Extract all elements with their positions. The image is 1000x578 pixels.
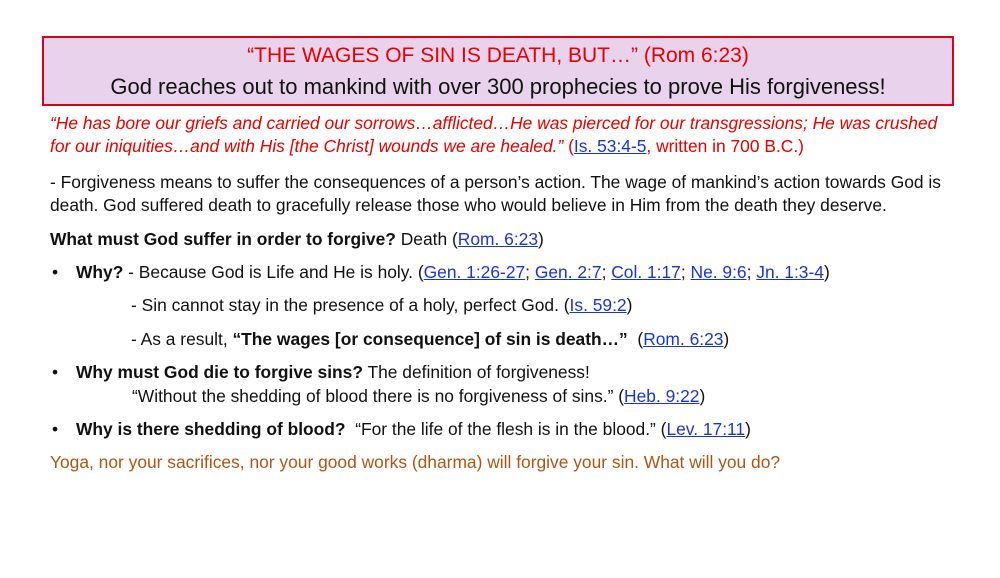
sep: ; [746, 262, 757, 283]
why-die-text: The definition of forgiveness! [362, 362, 590, 383]
sub2-bold: “The wages [or consequence] of sin is death…” [232, 328, 628, 349]
link-rom-6-23-b[interactable]: Rom. 6:23 [643, 328, 724, 349]
why-text: - Because God is Life and He is holy. ( [123, 262, 424, 283]
link-rom-6-23-a[interactable]: Rom. 6:23 [457, 228, 538, 249]
bullet-dot: • [52, 262, 59, 283]
sub-item-sin-presence [50, 294, 955, 317]
why-bold: Why? [76, 262, 124, 283]
sub1-close: ) [626, 295, 633, 316]
link-is-53-4-5[interactable]: Is. 53:4-5 [573, 136, 647, 157]
why-blood-bold: Why is there shedding of blood? [76, 419, 346, 440]
bullet-dot: • [52, 419, 59, 440]
bullet-why-die [50, 361, 955, 408]
link-gen-2-7[interactable]: Gen. 2:7 [534, 262, 602, 283]
question-close: ) [538, 228, 544, 249]
link-col-1-17[interactable]: Col. 1:17 [611, 262, 681, 283]
why-die-close: ) [699, 385, 706, 406]
question-bold: What must God suffer in order to forgive? [50, 228, 396, 249]
why-die-bold: Why must God die to forgive sins? [76, 362, 363, 383]
sep: ; [680, 262, 691, 283]
sep: ; [525, 262, 535, 283]
link-ne-9-6[interactable]: Ne. 9:6 [690, 262, 747, 283]
why-close: ) [823, 262, 830, 283]
title-line-1: “THE WAGES OF SIN IS DEATH, BUT…” (Rom 6:23) [247, 44, 749, 67]
bullet-dot: • [52, 362, 59, 383]
quote-text: “He has bore our griefs and carried our sorrows…afflicted…He was pierced for our transgressions; He was crushed for our iniquities…and with His [the Christ] wounds we are healed.” [50, 113, 938, 157]
link-lev-17-11[interactable]: Lev. 17:11 [666, 419, 746, 440]
sub2-gap: ( [627, 328, 644, 349]
quote-ref-open: ( [563, 136, 574, 157]
sub2-close: ) [723, 328, 730, 349]
why-blood-close: ) [745, 419, 751, 440]
quote-ref-tail: , written in 700 B.C.) [646, 136, 804, 157]
bullet-why [50, 261, 955, 284]
why-die-quote: “Without the shedding of blood there is no forgiveness of sins.” ( [132, 385, 625, 406]
title-line-2: God reaches out to mankind with over 300 prophecies to prove His forgiveness! [110, 74, 886, 99]
link-jn-1-3-4[interactable]: Jn. 1:3-4 [756, 262, 824, 283]
forgiveness-paragraph: - Forgiveness means to suffer the consequences of a person’s action. The wage of mankind’s action towards God is death. God suffered death to gracefully release those who would believe in Him from the death they deserve. [50, 171, 941, 216]
bullet-why-blood [50, 418, 955, 441]
sub2-text: - As a result, [131, 328, 233, 349]
title-box [42, 36, 954, 106]
link-gen-1-26-27[interactable]: Gen. 1:26-27 [423, 262, 526, 283]
closing-question: Yoga, nor your sacrifices, nor your good works (dharma) will forgive your sin. What will you do? [50, 452, 781, 473]
sub1-text: - Sin cannot stay in the presence of a holy, perfect God. ( [131, 295, 570, 316]
question-text: Death ( [395, 228, 458, 249]
link-heb-9-22[interactable]: Heb. 9:22 [624, 385, 700, 406]
why-blood-text: “For the life of the flesh is in the blood.” ( [345, 419, 667, 440]
question-heading [50, 228, 955, 251]
link-is-59-2[interactable]: Is. 59:2 [569, 295, 627, 316]
sep: ; [601, 262, 612, 283]
isaiah-quote [50, 112, 955, 159]
slide-content [50, 112, 955, 475]
sub-item-wages [50, 328, 955, 351]
why-die-quote-line [76, 385, 955, 408]
